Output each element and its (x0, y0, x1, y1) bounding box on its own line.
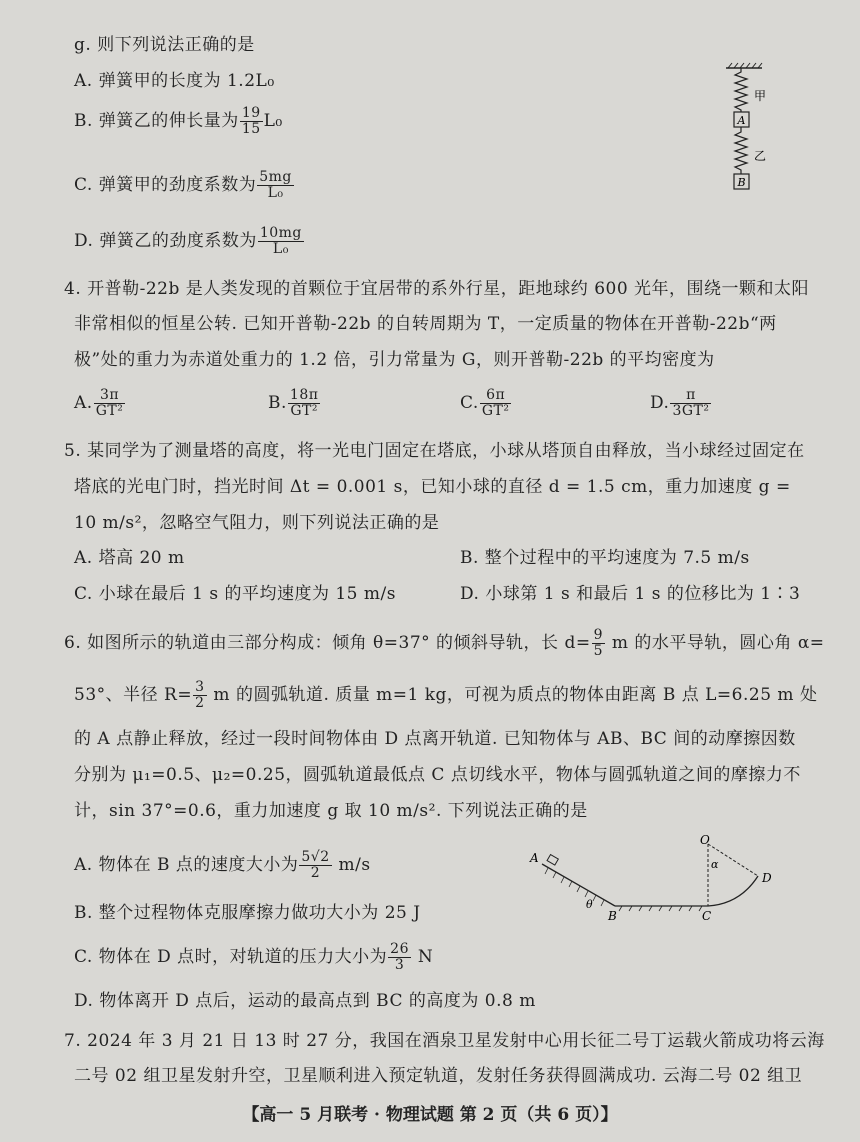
q6-a-den: 2 (310, 865, 321, 881)
q4-line1: 4. 开普勒-22b 是人类发现的首颗位于宜居带的系外行星，距地球约 600 光年，围绕一颗和太阳 (64, 279, 810, 299)
q4-c-num: 6π (480, 388, 512, 404)
label-A: A (530, 851, 539, 865)
q5-option-d: D. 小球第 1 s 和最后 1 s 的位移比为 1∶3 (460, 584, 801, 604)
q6-r-fraction (193, 680, 206, 711)
q6-line2 (74, 680, 817, 711)
q6-a-unit: m/s (332, 855, 371, 875)
label-alpha: α (711, 858, 719, 871)
q6-line1-tail: m 的水平导轨，圆心角 α= (606, 633, 825, 653)
label-B: B (608, 909, 617, 922)
q4-option-d (650, 388, 712, 419)
q4-option-b (268, 388, 321, 419)
object-block (547, 855, 558, 866)
block-a-label: A (737, 114, 746, 127)
q4-option-c (460, 388, 512, 419)
q6-d-fraction (592, 628, 605, 659)
q6-line2-tail: m 的圆弧轨道. 质量 m=1 kg，可视为质点的物体由距离 B 点 L=6.25 m 处 (207, 685, 818, 705)
label-C: C (702, 909, 712, 922)
q3-option-d-fraction (258, 226, 304, 257)
q5-line1: 5. 某同学为了测量塔的高度，将一光电门固定在塔底，小球从塔顶自由释放，当小球经过固定在 (64, 441, 805, 461)
q6-line5: 计，sin 37°=0.6，重力加速度 g 取 10 m/s². 下列说法正确的是 (74, 801, 588, 821)
q6-option-c (74, 942, 433, 973)
q6-c-text: C. 物体在 D 点时，对轨道的压力大小为 (74, 947, 388, 967)
q3-c-den: L₀ (267, 185, 284, 201)
q3-option-a: A. 弹簧甲的长度为 1.2L₀ (74, 71, 275, 91)
incline-track (542, 864, 615, 906)
q3-stem-tail: g. 则下列说法正确的是 (74, 35, 255, 55)
q4-d-fraction (670, 388, 711, 419)
q6-option-a (74, 850, 371, 881)
q6-a-num: 5√2 (301, 849, 330, 865)
q4-b-den: GT² (290, 403, 318, 419)
q4-d-den: 3GT² (672, 403, 710, 419)
q3-option-c (74, 170, 295, 201)
q4-a-fraction (94, 388, 126, 419)
q4-a-den: GT² (95, 403, 124, 419)
q5-option-a: A. 塔高 20 m (74, 548, 185, 568)
q6-a-text: A. 物体在 B 点的速度大小为 (74, 855, 299, 875)
q6-c-unit: N (411, 947, 434, 967)
q4-c-fraction (480, 388, 512, 419)
q3-d-den: L₀ (272, 241, 289, 257)
label-theta: θ (586, 898, 593, 911)
q4-a-label: A. (74, 393, 93, 413)
q4-c-den: GT² (481, 403, 510, 419)
q7-line2: 二号 02 组卫星发射升空，卫星顺利进入预定轨道，发射任务获得圆满成功. 云海二号 02 组卫 (74, 1066, 803, 1086)
incline-hatch (545, 868, 604, 906)
q3-c-num: 5mg (259, 169, 292, 185)
q3-option-b (74, 106, 283, 137)
q3-b-den: 15 (241, 121, 261, 137)
q3-option-b-fraction (240, 106, 263, 137)
label-D: D (762, 871, 772, 885)
q4-c-label: C. (460, 393, 479, 413)
q6-d-den: 5 (593, 643, 603, 659)
q6-a-fraction (299, 850, 331, 881)
label-O: O (700, 833, 710, 847)
q4-b-num: 18π (289, 387, 319, 403)
label-jia: 甲 (754, 89, 767, 103)
page-footer: 【高一 5 月联考 · 物理试题 第 2 页（共 6 页）】 (242, 1105, 618, 1125)
q3-b-unit: L₀ (263, 111, 283, 131)
q7-line1: 7. 2024 年 3 月 21 日 13 时 27 分，我国在酒泉卫星发射中心用长征二号丁运载火箭成功将云海 (64, 1031, 825, 1051)
track-figure (522, 830, 780, 922)
q5-option-c: C. 小球在最后 1 s 的平均速度为 15 m/s (74, 584, 396, 604)
spring-jia (735, 68, 747, 112)
q6-r-num: 3 (195, 679, 205, 695)
q5-option-b: B. 整个过程中的平均速度为 7.5 m/s (460, 548, 750, 568)
q5-line2: 塔底的光电门时，挡光时间 Δt = 0.001 s，已知小球的直径 d = 1.5 cm，重力加速度 g = (74, 477, 791, 497)
q6-line2-text: 53°、半径 R= (74, 685, 193, 705)
q4-option-a (74, 388, 126, 419)
q4-d-label: D. (650, 393, 670, 413)
q3-d-num: 10mg (259, 225, 302, 241)
q5-line3: 10 m/s²，忽略空气阻力，则下列说法正确的是 (74, 513, 440, 533)
q6-c-num: 26 (390, 941, 409, 957)
q6-d-num: 9 (593, 627, 603, 643)
q4-a-num: 3π (94, 388, 126, 404)
q6-line3: 的 A 点静止释放，经过一段时间物体由 D 点离开轨道. 已知物体与 AB、BC 间的动摩擦因数 (74, 729, 796, 749)
q6-c-den: 3 (394, 957, 405, 973)
q6-c-fraction (388, 942, 411, 973)
q3-option-d (74, 226, 305, 257)
q3-option-c-text: C. 弹簧甲的劲度系数为 (74, 175, 257, 195)
q6-line4: 分别为 μ₁=0.5、μ₂=0.25，圆弧轨道最低点 C 点切线水平，物体与圆弧轨道之间的摩擦力不 (74, 765, 801, 785)
spring-yi (735, 127, 747, 174)
arc-track (708, 876, 758, 906)
q6-r-den: 2 (195, 695, 205, 711)
q4-b-label: B. (268, 393, 287, 413)
q6-line1-text: 6. 如图所示的轨道由三部分构成：倾角 θ=37° 的倾斜导轨，长 d= (64, 633, 591, 653)
q3-option-b-text: B. 弹簧乙的伸长量为 (74, 111, 239, 131)
block-b-label: B (737, 176, 746, 189)
q3-option-c-fraction (257, 170, 294, 201)
horizontal-hatch (619, 906, 702, 911)
q6-option-b: B. 整个过程物体克服摩擦力做功大小为 25 J (74, 903, 421, 923)
q6-option-d: D. 物体离开 D 点后，运动的最高点到 BC 的高度为 0.8 m (74, 991, 536, 1011)
label-yi: 乙 (754, 149, 767, 163)
q4-d-num: π (670, 388, 711, 404)
q3-b-num: 19 (241, 105, 261, 121)
q4-b-fraction (288, 388, 321, 419)
q3-option-d-text: D. 弹簧乙的劲度系数为 (74, 231, 257, 251)
spring-figure (718, 62, 788, 200)
q4-line3: 极”处的重力为赤道处重力的 1.2 倍，引力常量为 G，则开普勒-22b 的平均密度为 (74, 350, 715, 370)
q4-line2: 非常相似的恒星公转. 已知开普勒-22b 的自转周期为 T，一定质量的物体在开普勒-22b“两 (74, 314, 777, 334)
q6-line1 (64, 628, 825, 659)
